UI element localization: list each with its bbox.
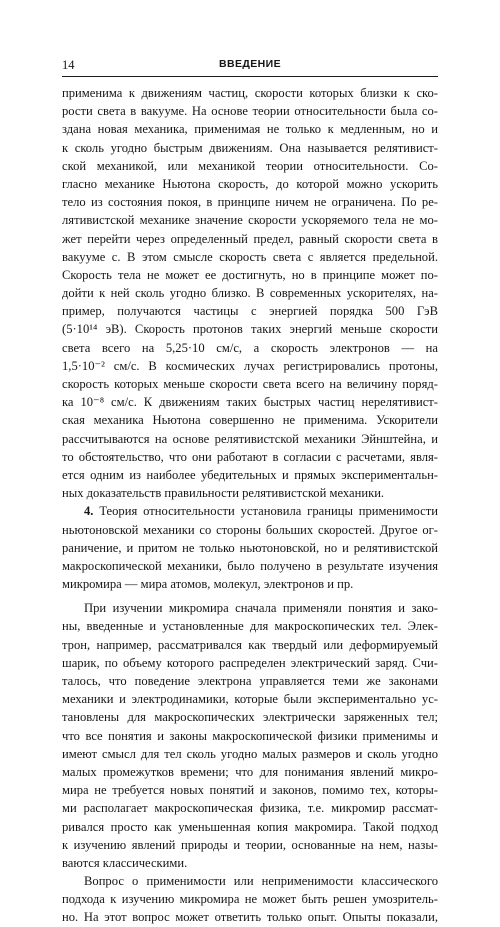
text-line: механики и электродинамики, которые были экспериментально ус- xyxy=(62,692,438,707)
text-line: жет перейти через определенный предел, равный скорости света в xyxy=(62,231,438,246)
text-line: к изучению явлений природы и теории, основанные на нем, назы- xyxy=(62,837,438,852)
text-line: шарик, по объему которого распределен электрический заряд. Счи- xyxy=(62,655,438,670)
text-line: малых промежутков времени; что для понимания явлений микро- xyxy=(62,764,438,779)
text-line: скорость которых меньше скорости света всего на величину поряд- xyxy=(62,377,438,391)
text-line: талось, что поведение электрона управляется теми же законами xyxy=(62,674,438,688)
text-line: света всего на 5,25·10 см/с, а скорость электронов — на xyxy=(62,340,438,355)
text-line: ны, введенные и установленные для макроскопических тел. Элек- xyxy=(62,619,438,634)
text-line: Вопрос о применимости или неприменимости классического xyxy=(84,874,438,889)
text-line: ньютоновской механики со стороны больших скоростей. Другое ог- xyxy=(62,522,438,537)
text-line: рости света в вакууме. На основе теории относительности была со- xyxy=(62,104,438,119)
text-line: ется одним из наиболее убедительных и прямых экспериментальн- xyxy=(62,467,438,482)
text-line: ской механикой, или механикой теории относительности. Со- xyxy=(62,158,438,173)
page-number: 14 xyxy=(62,58,75,72)
text-line: трон, например, рассматривался как твердый или деформируемый xyxy=(62,637,438,652)
text-line: макроскопической механики, было получено в результате изучения xyxy=(62,558,438,573)
text-line: то обстоятельство, что они работают в согласии с расчетами, явля- xyxy=(62,449,438,464)
text-line: пример, получаются частицы с энергией порядка 500 ГэВ xyxy=(62,304,438,319)
text-line: мира не требуется новых понятий и законов, помимо тех, которы- xyxy=(62,783,438,798)
text-line: дойти к ней сколь угодно близко. В современных ускорителях, на- xyxy=(62,286,438,301)
text-line: лятивистской механике значение скорости ускоряемого тела не мо- xyxy=(62,213,438,228)
text-line: что все понятия и законы макроскопической физики применимы и xyxy=(62,728,438,743)
text-line: применима к движениям частиц, скорости которых близки к ско- xyxy=(62,86,438,100)
text-line: При изучении микромира сначала применяли понятия и зако- xyxy=(84,601,438,616)
text-line: ка 10⁻⁸ см/с. К движениям таких быстрых частиц нерелятивист- xyxy=(62,395,438,410)
text-line: раничение, и притом не только ньютоновской, но и релятивистской xyxy=(62,540,438,555)
text-line: рассчитываются на основе релятивистской механики Эйнштейна, и xyxy=(62,431,438,446)
text-line: подхода к изучению микромира не может быть решен умозритель- xyxy=(62,892,438,907)
text-line: тело из состояния покоя, в принципе ничем не ограничена. По ре- xyxy=(62,195,438,210)
text-line: ская механика Ньютона совершенно не применима. Ускорители xyxy=(62,413,438,428)
text-line: ривался просто как уменьшенная копия макромира. Такой подход xyxy=(62,819,438,834)
text-line: но. На этот вопрос может ответить только опыт. Опыты показали, xyxy=(62,910,438,925)
text-line: 4. Теория относительности установила границы применимости xyxy=(84,504,438,519)
text-line: микромира — мира атомов, молекул, электронов и пр. xyxy=(62,577,354,592)
text-line: ми располагает макроскопическая физика, т.е. микромир рассмат- xyxy=(62,801,438,816)
text-line: к сколь угодно быстрым движениям. Она называется релятивист- xyxy=(62,140,438,155)
text-line: здана новая механика, применимая не только к медленным, но и xyxy=(62,122,438,137)
chapter-title: ВВЕДЕНИЕ xyxy=(219,58,281,70)
running-head xyxy=(62,58,438,77)
text-line: имеют смысл для тел сколь угодно малых размеров и сколь угодно xyxy=(62,746,438,761)
text-line: (5·10¹⁴ эВ). Скорость протонов таких энергий меньше скорости xyxy=(62,322,438,337)
text-line: 1,5·10⁻² см/с. В космических лучах регистрировались протоны, xyxy=(62,358,438,373)
text-line: ных доказательств правильности релятивистской механики. xyxy=(62,486,385,501)
text-line: ваются классическими. xyxy=(62,855,188,870)
text-line: вакууме c. В этом смысле скорость света c является предельной. xyxy=(62,249,438,264)
text-line: гласно механике Ньютона скорость, до которой можно ускорить xyxy=(62,176,438,191)
text-line: тановлены для макроскопических электрически заряженных тел; xyxy=(62,710,438,725)
body-text xyxy=(62,84,438,927)
text-line: Скорость тела не может ее достигнуть, но в принципе может по- xyxy=(62,267,438,282)
